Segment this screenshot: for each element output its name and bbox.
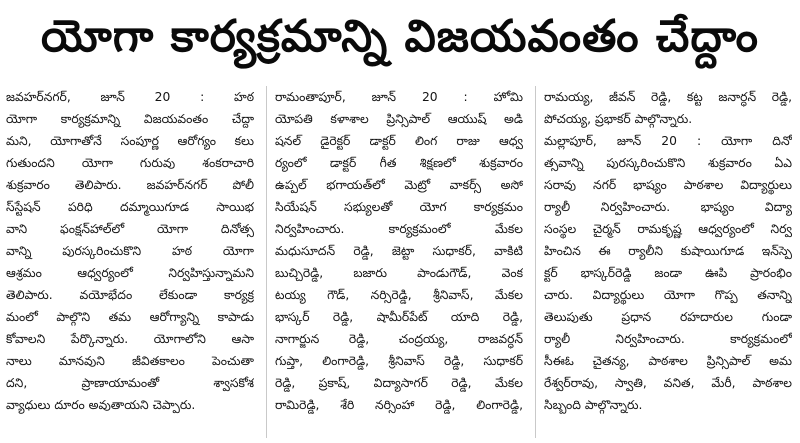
body-line: వాని ఫంక్షన్‌హాల్‌లో యోగా దినోత్స (6, 222, 254, 236)
body-line: త్సవాన్ని పురస్కరించుకొని శుక్రవారం ఏఎ (544, 156, 792, 170)
body-line: పోచయ్య, ప్రభాకర్ పాల్గొన్నారు. (544, 112, 693, 126)
body-line: బుచ్చిరెడ్డి, బజారు పాండుగౌడ్, వెంక (275, 266, 523, 280)
body-line: సరావు నగర్ భాష్యం పాఠశాల విద్యార్థులు (544, 178, 792, 192)
body-line: దని, ప్రాణాయామంతో శ్వాసకోశ (6, 376, 254, 390)
body-line: సీఈఓ చైతన్య, పాఠశాల ప్రిన్సిపాల్ అమ (544, 354, 792, 368)
body-line: నిర్వహించారు. కార్యక్రమంలో మేకల (275, 222, 523, 236)
body-line: మల్లాపూర్, జూన్ 20 : యోగా దినో (544, 134, 792, 148)
body-line: క్టర్ భాస్కర్‌రెడ్డి జండా ఊపి ప్రారంభిం (544, 266, 792, 280)
body-line: రెడ్డి, ప్రకాష్, విద్యాసాగర్ రెడ్డి, మేకల (275, 376, 523, 390)
body-line: నాలు మానవుని జీవితకాలం పెంచుతా (6, 354, 254, 368)
body-line: మధుసూదన్ రెడ్డి, జెట్టా సుధాకర్, వాకిటి (275, 244, 523, 258)
article-columns (6, 86, 794, 438)
body-line: ఆశ్రమం ఆధ్వర్యంలో నిర్వహిస్తున్నామని (6, 266, 254, 280)
body-line: స్‌స్టేషన్ పరిధి దమ్మాయిగూడ సాయిభ (6, 200, 254, 214)
body-line: యోగా కార్యక్రమాన్ని విజయవంతం చేద్దా (6, 112, 254, 126)
body-line: వ్యాధులు దూరం అవుతాయని చెప్పారు. (6, 398, 196, 412)
body-line: ర్యాలీ నిర్వహించారు. కార్యక్రమంలో (544, 332, 792, 346)
headline: యోగా కార్యక్రమాన్ని విజయవంతం చేద్దాం (41, 11, 759, 62)
body-line: మని, యోగాతోనే సంపూర్ణ ఆరోగ్యం కలు (6, 134, 254, 148)
body-line: ర్యాలీ నిర్వహించారు. భాష్యం విద్యా (544, 200, 792, 214)
body-line: రేశ్వర్‌రావు, స్వాతి, వనిత, మేరీ, పాఠశాల (544, 376, 792, 390)
body-line: సిబ్బంది పాల్గొన్నారు. (544, 398, 643, 412)
body-line: గుతుందని యోగా గురువు శంకరాచారి (6, 156, 254, 170)
article-column-1 (6, 86, 256, 438)
body-line: హించిన ఈ ర్యాలీని కుషాయిగూడ ఇన్‌స్పె (544, 244, 792, 258)
article-column-2 (266, 86, 525, 438)
body-line: షనల్ డైరెక్టర్ డాక్టర్ లింగ రాజు ఆధ్వ (275, 134, 523, 148)
body-line: ఉప్పల్ భగాయత్‌లో మెట్రో వాకర్స్ అసో (275, 178, 523, 192)
body-line: చారు. విద్యార్థులు యోగా గొప్ప తనాన్ని (544, 288, 792, 302)
body-line: సియేషన్ సభ్యులతో యోగ కార్యక్రమం (275, 200, 523, 214)
body-line: కోవాలని పేర్కొన్నారు. యోగాలోని ఆసా (6, 332, 254, 346)
body-line: వాన్ని పురస్కరించుకొని హఠ యోగా (6, 244, 254, 258)
body-line: తెలిపారు. వయోభేదం లేకుండా కార్యక్ర (6, 288, 254, 302)
body-line: యోపతి కళాశాల ప్రిన్సిపాల్ ఆయుష్ అడి (275, 112, 523, 126)
body-line: టయ్య గౌడ్, నర్సిరెడ్డి, శ్రీనివాస్, మేకల (275, 288, 523, 302)
body-line: సంస్థల చైర్మన్ రామకృష్ణ ఆధ్వర్యంలో నిర్వ (544, 222, 792, 236)
body-line: రామయ్య, జీవన్ రెడ్డి, కట్ట జనార్ధన్ రెడ్డి, (544, 90, 792, 104)
body-line: ర్యంలో డాక్టర్ గీత శిక్షణలో శుక్రవారం (275, 156, 523, 170)
body-line: మంలో పాల్గొని తమ ఆరోగ్యాన్ని కాపాడు (6, 310, 254, 324)
body-line: భాస్కర్ రెడ్డి, షామీర్‌పేట్ యాది రెడ్డి, (275, 310, 523, 324)
body-line: గుప్తా, లింగారెడ్డి, శ్రీనివాస్ రెడ్డి, సుధాకర్ (275, 354, 523, 368)
body-line: శుక్రవారం తెలిపారు. జవహర్‌నగర్ పోలీ (6, 178, 254, 192)
body-line: తెలుపుతు ప్రధాన రహదారుల గుండా (544, 310, 792, 324)
article-column-3 (535, 86, 794, 438)
body-line: రామిరెడ్డి, శేరి నర్సింహా రెడ్డి, లింగారెడ్డి, (275, 398, 523, 412)
body-line: నాగార్జున రెడ్డి, చంద్రయ్య, రాజవర్ధన్ (275, 332, 523, 346)
body-line: రామంతాపూర్, జూన్ 20 : హోమి (275, 90, 523, 104)
body-line: జవహర్‌నగర్, జూన్ 20 : హఠ (6, 90, 254, 104)
